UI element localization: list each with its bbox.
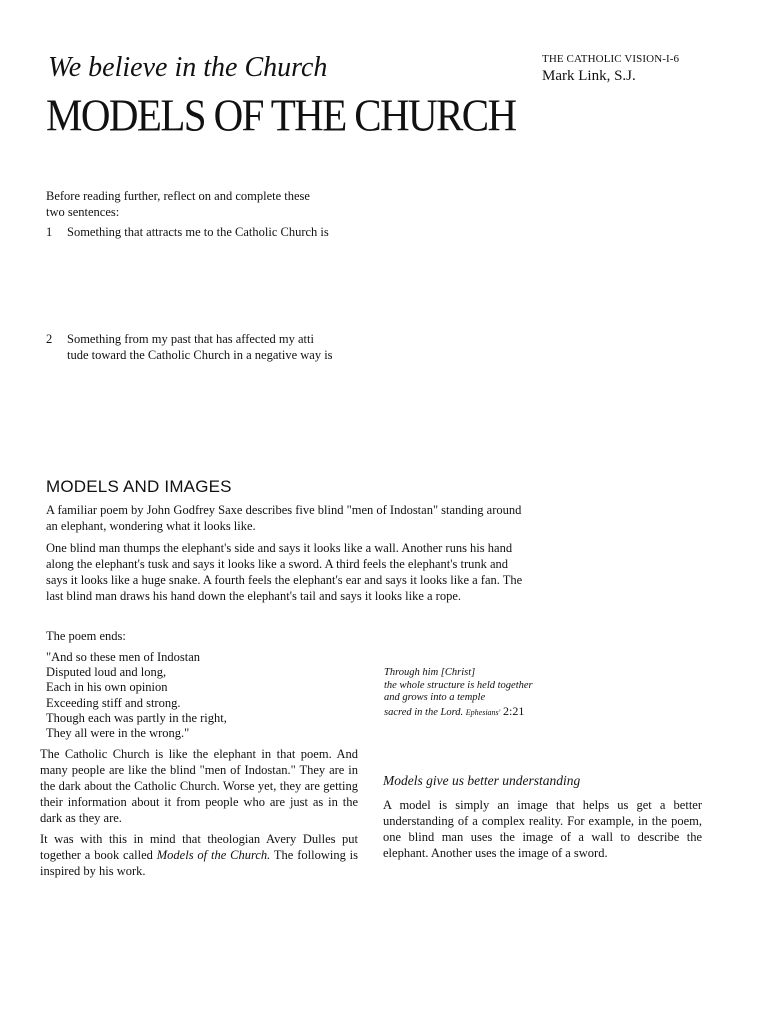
question-1 [46,224,346,240]
paragraph-dulles [40,831,358,879]
paragraph-poem-intro [46,502,536,534]
question-number: 1 [46,225,53,239]
text-line: an elephant, wondering what it looks like. [46,519,256,533]
text-line: A familiar poem by John Godfrey Saxe describes five blind "men of Indostan" standing around [46,503,522,517]
series-label: THE CATHOLIC VISION-I-6 [542,53,680,65]
quote-line: Through him [Christ] [384,667,476,678]
poem-line: "And so these men of Indostan [46,650,201,664]
intro-line: Before reading further, reflect on and complete these [46,189,310,203]
text-line: says it looks like a huge snake. A fourth feels the elephant's ear and says it looks like a fan. The [46,573,523,587]
author-name: Mark Link, S.J. [542,68,636,84]
text-line: along the elephant's tusk and says it looks like a sword. A third feels the elephant's trunk and [46,557,509,571]
subsection-heading: Models give us better understanding [383,773,581,788]
quote-reference: Ephesians [465,707,499,717]
paragraph-model-definition: A model is simply an image that helps us get a better understanding of a complex reality. For example, in the poem, one blind man uses the image of a wall to describe the elephant. Another uses the image of a sword. [383,798,702,860]
poem-line: Though each was partly in the right, [46,710,227,725]
poem-line: They all were in the wrong." [46,726,190,741]
poem-line: Each in his own opinion [46,680,168,695]
question-number: 2 [46,332,53,346]
quote-line: the whole structure is held together [384,679,533,691]
text-span: It was with this in mind that theologian Avery Dulles put together a book called [40,832,358,862]
page-title: MODELS OF THE CHURCH [46,89,516,141]
quote-line-last: sacred in the Lord. Ephesians' 2:21 [384,703,525,718]
quote-line: and grows into a temple [384,692,486,704]
scripture-quote [384,667,584,719]
question-text-line: Something from my past that has affected my atti [67,332,314,346]
quote-text: sacred in the Lord. [384,706,464,718]
book-title: Models of the Church. [156,848,271,862]
text-span: The following is inspired by his work. [40,848,359,878]
page-subtitle: We believe in the Church [48,52,328,83]
quote-reference-number: 2:21 [503,703,525,718]
poem-intro: The poem ends: [46,629,126,643]
poem-line: Exceeding stiff and strong. [46,695,181,710]
text-line: last blind man draws his hand down the elephant's tail and says it looks like a rope. [46,589,462,603]
question-2 [46,331,346,363]
section-heading: MODELS AND IMAGES [46,477,232,496]
intro-text [46,188,326,220]
paragraph-elephant-church: The Catholic Church is like the elephant in that poem. And many people are like the blind "men of Indostan." They are in the dark about the Catholic Church. Worse yet, they are getting their information about it from people who are just as in the dark as they are. [40,747,358,825]
text-line: One blind man thumps the elephant's side and says it looks like a wall. Another runs his hand [46,541,513,555]
poem-line: Disputed loud and long, [46,665,167,680]
paragraph-blind-men [46,540,536,604]
question-text-line: tude toward the Catholic Church in a negative way is [67,348,333,362]
question-text: Something that attracts me to the Catholic Church is [67,225,329,239]
poem [46,650,306,741]
intro-line: two sentences: [46,205,120,219]
